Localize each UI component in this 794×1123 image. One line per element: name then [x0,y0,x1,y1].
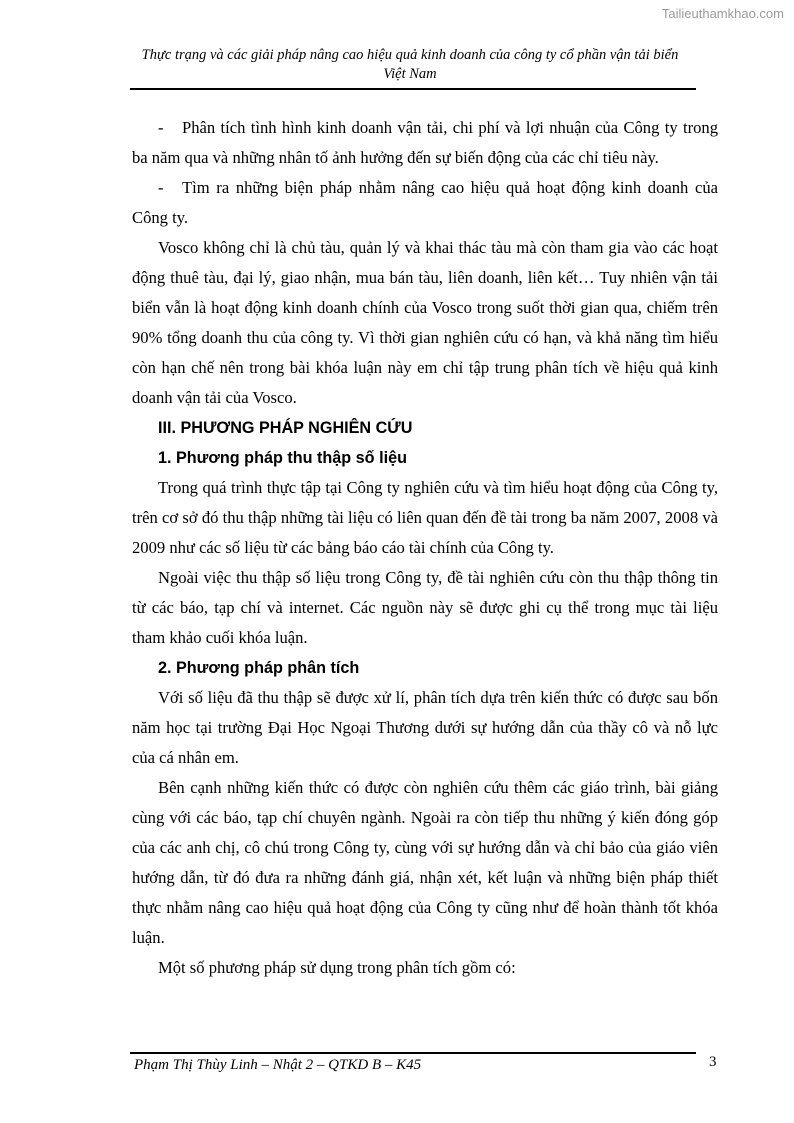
subsection-heading-1: 1. Phương pháp thu thập số liệu [158,449,407,467]
bullet-dash: - [158,178,164,197]
header-divider [130,88,696,90]
paragraph: Một số phương pháp sử dụng trong phân tích gồm có: [158,958,516,977]
bullet-item [132,173,718,233]
watermark: Tailieuthamkhao.com [661,6,784,21]
paragraph: Trong quá trình thực tập tại Công ty nghiên cứu và tìm hiểu hoạt động của Công ty, trên cơ sở đó thu thập những tài liệu có liên quan đến đề tài trong ba năm 2007, 2008 và 2009 như các số liệu từ các bảng báo cáo tài chính của Công ty. [132,478,718,557]
bullet-text: Tìm ra những biện pháp nhằm nâng cao hiệu quả hoạt động kinh doanh của Công ty. [132,178,718,227]
paragraph: Bên cạnh những kiến thức có được còn nghiên cứu thêm các giáo trình, bài giảng cùng với các báo, tạp chí chuyên ngành. Ngoài ra còn tiếp thu những ý kiến đóng góp của các anh chị, cô chú trong Công ty, cùng với sự hướng dẫn và chỉ bảo của giáo viên hướng dẫn, từ đó đưa ra những đánh giá, nhận xét, kết luận và những biện pháp thiết thực nhằm nâng cao hiệu quả hoạt động của Công ty cũng như để hoàn thành tốt khóa luận. [132,778,718,947]
paragraph: Với số liệu đã thu thập sẽ được xử lí, phân tích dựa trên kiến thức có được sau bốn năm học tại trường Đại Học Ngoại Thương dưới sự hướng dẫn của thầy cô và nỗ lực của cá nhân em. [132,688,718,767]
footer-divider [130,1052,696,1054]
bullet-dash: - [158,118,164,137]
page-header-title: Thực trạng và các giải pháp nâng cao hiệu quả kinh doanh của công ty cổ phần vận tải biển Việt Nam [141,47,679,82]
page-body [132,113,718,983]
section-heading: III. PHƯƠNG PHÁP NGHIÊN CỨU [158,419,413,437]
scope-paragraph: Vosco không chỉ là chủ tàu, quản lý và khai thác tàu mà còn tham gia vào các hoạt động thuê tàu, đại lý, giao nhận, mua bán tàu, liên doanh, liên kết… Tuy nhiên vận tải biển vẫn là hoạt động kinh doanh chính của Vosco trong suốt thời gian qua, chiếm trên 90% tổng doanh thu của công ty. Vì thời gian nghiên cứu có hạn, và khả năng tìm hiểu còn hạn chế nên trong bài khóa luận này em chỉ tập trung phân tích về hiệu quả kinh doanh vận tải của Vosco. [132,238,718,407]
paragraph: Ngoài việc thu thập số liệu trong Công ty, đề tài nghiên cứu còn thu thập thông tin từ các báo, tạp chí và internet. Các nguồn này sẽ được ghi cụ thể trong mục tài liệu tham khảo cuối khóa luận. [132,568,718,647]
subsection-heading-2: 2. Phương pháp phân tích [158,659,360,677]
bullet-item [132,113,718,173]
page-number: 3 [709,1054,717,1070]
bullet-text: Phân tích tình hình kinh doanh vận tải, chi phí và lợi nhuận của Công ty trong ba năm qua và những nhân tố ảnh hưởng đến sự biến động của các chỉ tiêu này. [132,118,718,167]
footer-author: Phạm Thị Thùy Linh – Nhật 2 – QTKD B – K45 [134,1057,422,1073]
